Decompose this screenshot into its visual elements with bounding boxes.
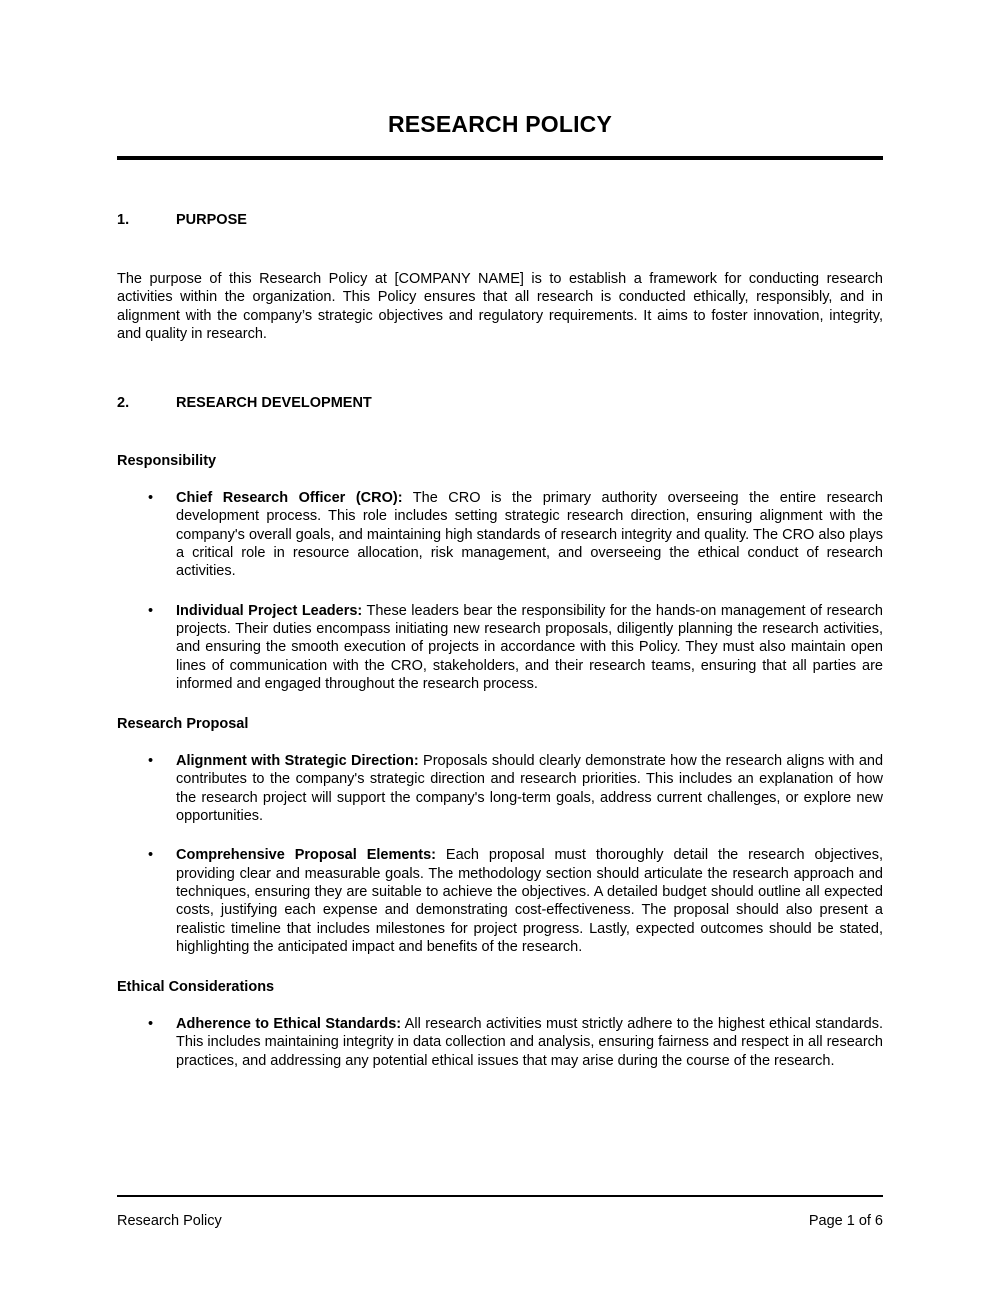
bullet-icon: • <box>148 753 154 770</box>
section-heading-research-development <box>117 394 883 412</box>
footer-document-name: Research Policy <box>117 1213 222 1229</box>
section-number: 2. <box>117 395 130 412</box>
list-item-body: Proposals should clearly demonstrate how the research aligns with and contributes to the company's strategic direction and research priorities. This includes an explanation of how the research project will support the company's long-term goals, address current challenges, or explore new opportunities. <box>176 753 884 825</box>
document-content <box>117 0 883 1070</box>
footer-page-number: Page 1 of 6 <box>808 1213 883 1229</box>
subheading-research-proposal: Research Proposal <box>117 716 249 733</box>
list-item <box>117 846 883 956</box>
list-item-text <box>176 1015 883 1070</box>
bullet-icon: • <box>148 1016 154 1033</box>
section-title: RESEARCH DEVELOPMENT <box>176 395 372 412</box>
footer-row <box>117 1197 883 1230</box>
list-item-text <box>176 489 883 580</box>
list-item-lead: Alignment with Strategic Direction: <box>176 753 419 770</box>
list-item-body: All research activities must strictly adhere to the highest ethical standards. This includes maintaining integrity in data collection and analysis, ensuring fairness and respect in all research practices, and addressing any potential ethical issues that may arise during the course of the research. <box>176 1016 884 1069</box>
section-heading-purpose <box>117 211 883 229</box>
bullet-icon: • <box>148 847 154 864</box>
list-item <box>117 489 883 580</box>
bullet-icon: • <box>148 490 154 507</box>
list-item <box>117 602 883 693</box>
list-item-lead: Comprehensive Proposal Elements: <box>176 847 436 864</box>
page-title: RESEARCH POLICY <box>387 111 613 137</box>
page-footer <box>117 1195 883 1230</box>
list-item-body: These leaders bear the responsibility for the hands-on management of research projects. Their duties encompass initiating new research proposals, diligently planning the research activities, and ensuring the smooth execution of projects in accordance with this Policy. They must also maintain open lines of communication with the CRO, stakeholders, and their research teams, ensuring that all parties are informed and engaged throughout the research process. <box>176 602 883 692</box>
bullet-icon: • <box>148 602 154 619</box>
list-item-body: The CRO is the primary authority overseeing the entire research development process. This role includes setting strategic research direction, ensuring alignment with the company's overall goals, and maintaining high standards of research integrity and quality. The CRO also plays a critical role in resource allocation, risk management, and overseeing the ethical conduct of research activities. <box>176 490 884 580</box>
purpose-paragraph: The purpose of this Research Policy at [COMPANY NAME] is to establish a framework for conducting research activities within the organization. This Policy ensures that all research is conducted ethically, responsibly, and in alignment with the company’s strategic objectives and regulatory requirements. It aims to foster innovation, integrity, and quality in research. <box>117 271 883 342</box>
list-item-body: Each proposal must thoroughly detail the research objectives, providing clear and measurable goals. The methodology section should articulate the research approach and techniques, ensuring they are suitable to achieve the objectives. A detailed budget should outline all expected costs, justifying each expense and demonstrating cost-effectiveness. The proposal should also present a realistic timeline that includes milestones for project progress. Lastly, expected outcomes should be stated, highlighting the anticipated impact and benefits of the research. <box>176 847 884 955</box>
list-item <box>117 752 883 825</box>
list-item-text <box>176 846 883 956</box>
list-item <box>117 1015 883 1070</box>
list-item-lead: Adherence to Ethical Standards: <box>176 1016 402 1033</box>
list-item-text <box>176 602 883 693</box>
list-item-lead: Chief Research Officer (CRO): <box>176 490 403 507</box>
list-item-lead: Individual Project Leaders: <box>176 602 363 619</box>
title-divider <box>117 156 883 160</box>
section-number: 1. <box>117 212 130 228</box>
subheading-responsibility: Responsibility <box>117 453 217 470</box>
subheading-ethical-considerations: Ethical Considerations <box>117 979 275 996</box>
section-title: PURPOSE <box>176 212 247 228</box>
list-item-text <box>176 752 883 825</box>
